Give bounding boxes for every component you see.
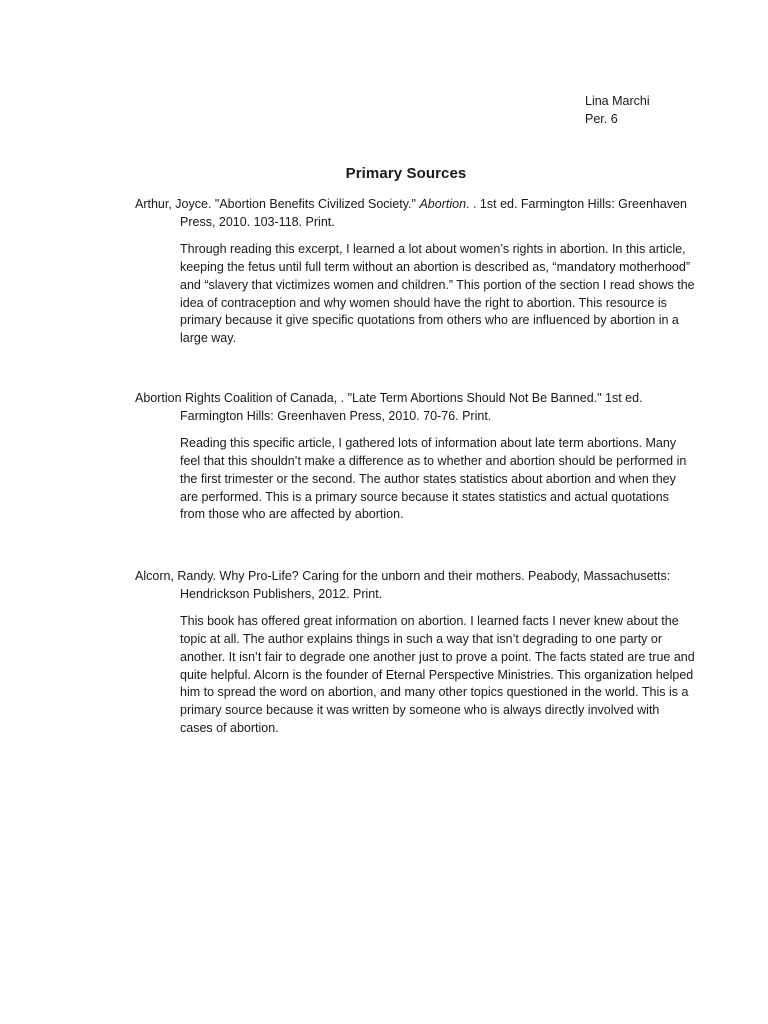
- citation: [135, 196, 695, 231]
- bibliography-entry: [135, 196, 695, 348]
- student-header: [585, 92, 650, 128]
- annotation: Reading this specific article, I gathered lots of information about late term abortions. Many feel that this shouldn’t make a difference as to whether and abortion should be performed in the first trimester or the second. The author states statistics about abortion and when they are performed. This is a primary source because it states statistics and actual quotations from those who are affected by abortion.: [180, 436, 687, 522]
- annotation: Through reading this excerpt, I learned a lot about women’s rights in abortion. In this article, keeping the fetus until full term without an abortion is described as, “mandatory motherhood” and “slavery that victimizes women and children.” This portion of the section I read shows the idea of contraception and why women should have the right to abortion. This resource is primary because it give specific quotations from others who are influenced by abortion in a large way.: [180, 242, 695, 345]
- citation-text: . . 1st ed. Farmington Hills: Greenhaven Press, 2010. 103-118. Print.: [180, 197, 687, 229]
- bibliography-entry: [135, 568, 695, 737]
- annotation: This book has offered great information on abortion. I learned facts I never knew about the topic at all. The author explains things in such a way that isn’t degrading to one party or another. It isn’t fair to degrade one another just to prove a point. The facts stated are true and quite helpful. Alcorn is the founder of Eternal Perspective Ministries. This organization helped him to spread the word on abortion, and many other topics questioned in the world. This is a primary source because it was written by someone who is always directly involved with cases of abortion.: [180, 614, 695, 735]
- class-period: Per. 6: [585, 112, 618, 126]
- citation: Abortion Rights Coalition of Canada, . "Late Term Abortions Should Not Be Banned." 1st ed. Farmington Hills: Greenhaven Press, 2010. 70-76. Print.: [135, 391, 643, 423]
- citation-text: Arthur, Joyce. "Abortion Benefits Civilized Society.": [135, 197, 420, 211]
- citation-source-title: Abortion: [419, 197, 467, 211]
- citation: Alcorn, Randy. Why Pro-Life? Caring for the unborn and their mothers. Peabody, Massachusetts: Hendrickson Publishers, 2012. Print.: [135, 569, 671, 601]
- page-title: Primary Sources: [345, 165, 467, 182]
- student-name: Lina Marchi: [585, 94, 650, 108]
- bibliography-entry: [135, 390, 695, 524]
